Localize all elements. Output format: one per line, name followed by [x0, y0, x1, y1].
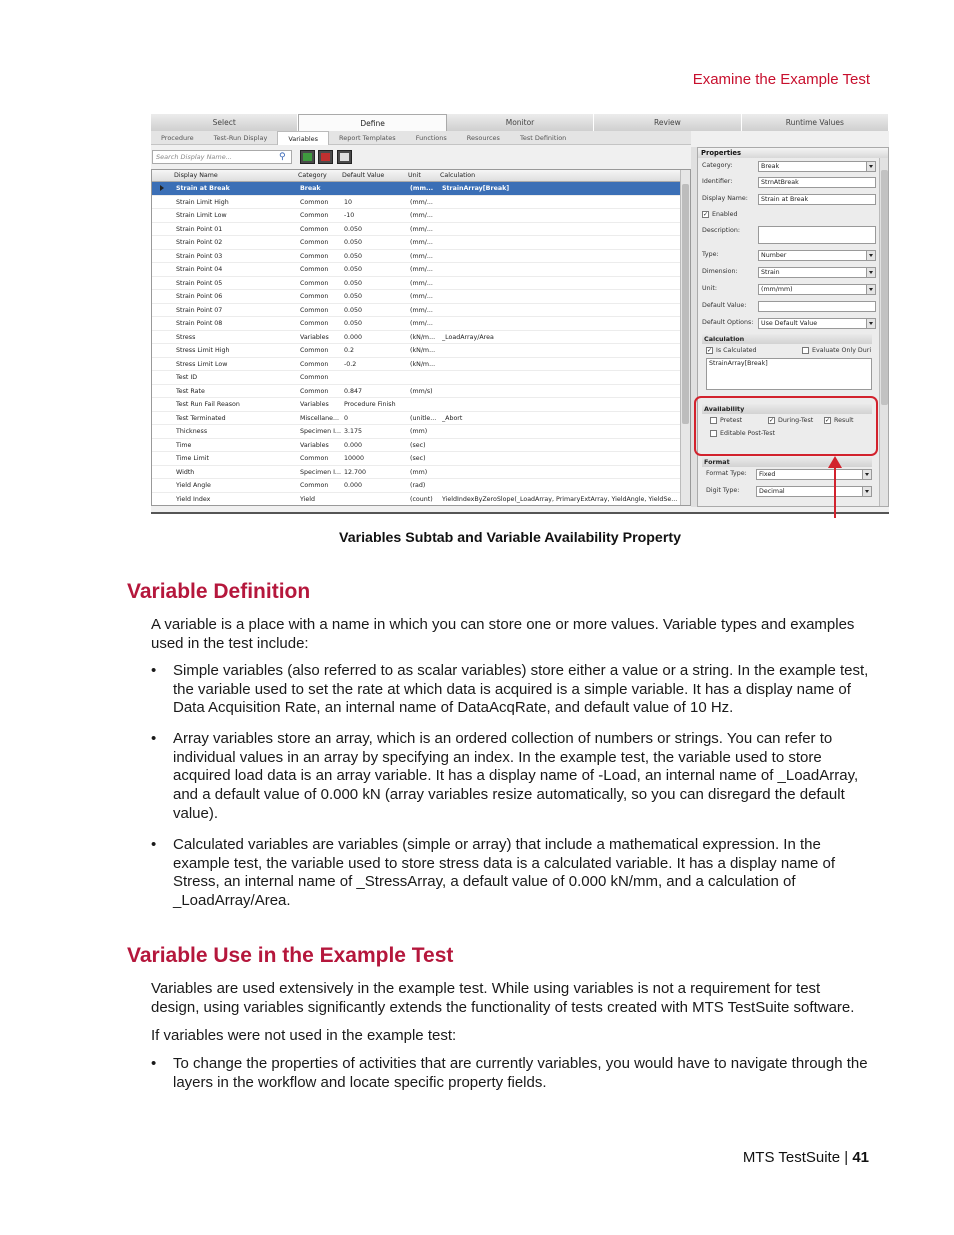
- sub-tab-procedure[interactable]: Procedure: [161, 134, 194, 142]
- add-icon: [303, 153, 312, 161]
- type-label: Type:: [702, 251, 719, 258]
- table-cell: (mm/...: [410, 252, 433, 260]
- heading-variable-use: Variable Use in the Example Test: [127, 944, 454, 967]
- list-item: [151, 1055, 872, 1092]
- table-cell: (mm/...: [410, 320, 433, 327]
- properties-scroll-thumb[interactable]: [881, 170, 888, 405]
- table-row[interactable]: [152, 479, 680, 493]
- chevron-down-icon: [866, 285, 875, 294]
- grid-header: [152, 170, 680, 182]
- table-cell: 0.050: [344, 239, 363, 246]
- dimension-select[interactable]: [758, 267, 876, 278]
- table-cell: Yield: [300, 495, 315, 503]
- sub-tab-bar: [151, 131, 691, 145]
- table-row[interactable]: [152, 493, 680, 507]
- table-row[interactable]: [152, 385, 680, 399]
- result-label: Result: [834, 417, 854, 424]
- evaluate-only-label: Evaluate Only Duri: [812, 347, 872, 354]
- table-row[interactable]: [152, 236, 680, 250]
- table-cell: [442, 209, 678, 222]
- section2-para1: Variables are used extensively in the example test. While using variables is not a requirement for test design, using variables significantly extends the functionality of tests created with MTS TestSuite software.: [151, 980, 855, 1016]
- main-tab-select[interactable]: Select: [151, 114, 298, 131]
- table-cell: Stress Limit High: [176, 347, 230, 354]
- table-row[interactable]: [152, 196, 680, 210]
- table-cell: Break: [300, 185, 321, 192]
- description-field[interactable]: [758, 226, 876, 244]
- table-cell: [442, 277, 678, 290]
- dropdown-icon: [340, 153, 349, 161]
- table-cell: (kN/m...: [410, 347, 436, 354]
- evaluate-only-checkbox[interactable]: [802, 347, 809, 354]
- table-cell: Common: [300, 279, 329, 287]
- chevron-down-icon: [866, 268, 875, 277]
- table-cell: (mm...: [410, 185, 434, 192]
- sub-tab-test-definition[interactable]: Test Definition: [519, 134, 567, 142]
- chevron-down-icon: [862, 470, 871, 479]
- chevron-down-icon: [866, 162, 875, 171]
- main-tab-runtime-values[interactable]: Runtime Values: [742, 114, 889, 131]
- table-row[interactable]: [152, 223, 680, 237]
- list-item-text: Simple variables (also referred to as scalar variables) store either a value or a string. In the example test, the variable used to set the rate at which data is acquired is a simple variable. It has a display name of Data Acquisition Rate, an internal name of DataAcqRate, and default value of 10 Hz.: [173, 662, 869, 717]
- table-cell: Test Run Fail Reason: [176, 401, 240, 408]
- digit-type-value: Decimal: [759, 488, 785, 495]
- table-cell: 0.847: [344, 387, 363, 395]
- table-cell: Time Limit: [176, 455, 210, 462]
- availability-highlight: [694, 396, 878, 456]
- table-cell: YieldIndexByZeroSlope(_LoadArray, PrimaryExtArray, YieldAngle, YieldSe...: [442, 495, 678, 503]
- table-cell: Common: [300, 293, 329, 300]
- footer-product: MTS TestSuite: [742, 1149, 841, 1166]
- table-cell: Test ID: [176, 374, 198, 381]
- table-cell: Common: [300, 320, 329, 327]
- table-cell: [410, 371, 440, 384]
- column-header-calculation[interactable]: Calculation: [440, 172, 476, 179]
- pretest-label: Pretest: [720, 417, 743, 424]
- properties-scrollbar[interactable]: [879, 158, 889, 506]
- table-cell: Strain Point 06: [176, 293, 223, 300]
- table-cell: Yield Index: [176, 495, 211, 503]
- variables-toolbar: [151, 147, 691, 167]
- table-cell: Procedure Finish: [344, 401, 396, 408]
- table-cell: [410, 398, 440, 411]
- sub-tab-functions[interactable]: Functions: [415, 134, 447, 142]
- table-cell: (mm/...: [410, 239, 433, 246]
- table-cell: Stress: [176, 333, 196, 341]
- add-variable-button[interactable]: [300, 150, 315, 164]
- table-cell: Common: [300, 306, 329, 314]
- table-row[interactable]: [152, 358, 680, 372]
- figure-caption: Variables Subtab and Variable Availability Property: [339, 530, 681, 546]
- table-cell: Common: [300, 225, 329, 233]
- table-row[interactable]: [152, 290, 680, 304]
- table-cell: [442, 317, 678, 330]
- main-tab-monitor[interactable]: Monitor: [447, 114, 594, 131]
- table-cell: Width: [176, 468, 195, 476]
- table-cell: _Abort: [442, 414, 463, 422]
- table-row[interactable]: [152, 439, 680, 453]
- sub-tab-variables[interactable]: Variables: [277, 131, 329, 145]
- table-cell: _LoadArray/Area: [442, 333, 494, 341]
- format-type-select[interactable]: [756, 469, 872, 480]
- table-cell: [344, 371, 408, 384]
- editable-post-test-label: Editable Post-Test: [720, 430, 775, 437]
- table-cell: [442, 223, 678, 236]
- list-item: [151, 836, 872, 911]
- table-cell: Strain at Break: [176, 185, 230, 192]
- category-value: Break: [761, 163, 780, 170]
- category-select[interactable]: [758, 161, 876, 172]
- table-cell: 0.050: [344, 279, 363, 287]
- bullet-icon: •: [151, 730, 157, 747]
- table-row[interactable]: [152, 398, 680, 412]
- column-header-category[interactable]: Category: [298, 172, 327, 179]
- table-row[interactable]: [152, 371, 680, 385]
- table-cell: Strain Point 07: [176, 306, 223, 314]
- bullet-icon: •: [151, 662, 157, 679]
- table-cell: Strain Limit High: [176, 198, 229, 206]
- display-name-label: Display Name:: [702, 195, 748, 202]
- list-item-text: Calculated variables are variables (simple or array) that include a mathematical expression. In the example test, the variable used to store stress data is a calculated variable. It has a display name of Stress, an internal name of _StressArray, a default value of 0.000 kN/mm, and a calculation of _LoadArray/Area.: [173, 836, 836, 910]
- main-tab-define[interactable]: Define: [298, 114, 446, 131]
- list-item-text: To change the properties of activities that are currently variables, you would have to navigate through the layers in the workflow and locate specific property fields.: [173, 1055, 868, 1091]
- more-options-button[interactable]: [337, 150, 352, 164]
- calculation-field[interactable]: StrainArray[Break]: [706, 358, 872, 390]
- section1-intro: A variable is a place with a name in which you can store one or more values. Variable types and examples used in the test include:: [151, 616, 855, 652]
- table-cell: StrainArray[Break]: [442, 185, 510, 192]
- during-test-label: During-Test: [778, 417, 814, 424]
- table-cell: Test Terminated: [176, 414, 226, 422]
- column-header-display-name[interactable]: Display Name: [174, 172, 218, 179]
- table-cell: [442, 358, 678, 371]
- table-cell: -10: [344, 212, 355, 219]
- table-cell: (mm): [410, 468, 428, 476]
- during-test-checkbox[interactable]: ✓: [769, 417, 775, 424]
- callout-line: [834, 466, 836, 518]
- format-type-label: Format Type:: [706, 470, 747, 477]
- table-cell: (sec): [410, 441, 426, 449]
- table-cell: Strain Point 08: [176, 320, 223, 327]
- table-cell: Common: [300, 198, 329, 206]
- table-cell: Variables: [300, 333, 329, 341]
- page-number: 41: [852, 1149, 869, 1166]
- enabled-label: Enabled: [712, 211, 738, 218]
- table-cell: [442, 236, 678, 249]
- grid-scrollbar[interactable]: [680, 170, 690, 506]
- calculation-section[interactable]: Calculation: [702, 334, 872, 344]
- table-cell: (mm/...: [410, 279, 433, 287]
- unit-value: (mm/mm): [761, 286, 793, 293]
- display-name-field[interactable]: Strain at Break: [758, 194, 876, 205]
- table-cell: [344, 182, 408, 195]
- table-cell: [442, 466, 678, 479]
- type-select[interactable]: [758, 250, 876, 261]
- table-cell: [442, 479, 678, 492]
- heading-variable-definition: Variable Definition: [127, 580, 311, 603]
- search-input[interactable]: Search Display Name...: [152, 150, 292, 164]
- table-cell: Miscellane...: [300, 414, 340, 422]
- category-label: Category:: [702, 162, 733, 169]
- default-value-field[interactable]: [758, 301, 876, 312]
- table-cell: Strain Point 05: [176, 279, 223, 287]
- main-tab-bar: [151, 114, 889, 131]
- default-options-select[interactable]: [758, 318, 876, 329]
- table-cell: (mm/...: [410, 293, 433, 300]
- table-cell: 0.2: [344, 347, 355, 354]
- table-cell: [442, 371, 678, 384]
- table-row[interactable]: [152, 466, 680, 480]
- table-cell: 0: [344, 414, 349, 422]
- table-cell: (mm): [410, 428, 428, 435]
- grid-rows: [152, 182, 680, 506]
- table-cell: (kN/m...: [410, 333, 436, 341]
- type-value: Number: [761, 252, 787, 259]
- table-cell: Common: [300, 482, 329, 489]
- running-head: Examine the Example Test: [692, 71, 870, 88]
- table-cell: (rad): [410, 482, 426, 489]
- table-cell: (mm/...: [410, 198, 433, 206]
- table-row[interactable]: [152, 209, 680, 223]
- table-cell: 0.050: [344, 293, 363, 300]
- table-cell: Specimen I...: [300, 428, 341, 435]
- list-item: [151, 662, 872, 718]
- footer-separator: |: [840, 1149, 853, 1166]
- bullet-icon: •: [151, 836, 157, 853]
- delete-variable-button[interactable]: [318, 150, 333, 164]
- table-cell: Strain Point 03: [176, 252, 223, 260]
- is-calculated-checkbox[interactable]: ✓: [707, 347, 713, 354]
- table-cell: [442, 304, 678, 317]
- is-calculated-label: Is Calculated: [716, 347, 757, 354]
- table-cell: Common: [300, 387, 329, 395]
- column-header-default-value[interactable]: Default Value: [342, 172, 385, 179]
- table-row[interactable]: [152, 250, 680, 264]
- default-options-value: Use Default Value: [761, 320, 818, 327]
- main-tab-review[interactable]: Review: [594, 114, 741, 131]
- table-cell: Time: [176, 441, 192, 449]
- table-cell: Common: [300, 347, 329, 354]
- table-row[interactable]: [152, 277, 680, 291]
- table-cell: Thickness: [176, 428, 208, 435]
- grid-scroll-thumb[interactable]: [682, 184, 689, 424]
- delete-icon: [321, 153, 330, 161]
- table-cell: Yield Angle: [176, 482, 211, 489]
- table-row[interactable]: [152, 452, 680, 466]
- table-cell: -0.2: [344, 360, 357, 368]
- table-cell: [344, 493, 408, 506]
- sub-tab-report-templates[interactable]: Report Templates: [339, 134, 396, 142]
- table-cell: 12.700: [344, 468, 367, 476]
- availability-section[interactable]: Availability: [702, 404, 872, 414]
- table-cell: (kN/m...: [410, 360, 436, 368]
- table-row[interactable]: [152, 344, 680, 358]
- list-item: [151, 730, 872, 824]
- page-footer: [600, 1149, 869, 1166]
- default-value-label: Default Value:: [702, 302, 747, 309]
- dimension-value: Strain: [761, 269, 780, 276]
- chevron-down-icon: [866, 319, 875, 328]
- table-cell: Strain Point 01: [176, 225, 223, 233]
- result-checkbox[interactable]: ✓: [825, 417, 831, 424]
- table-row[interactable]: [152, 331, 680, 345]
- table-cell: 0.000: [344, 441, 363, 449]
- search-icon[interactable]: ⚲: [279, 152, 286, 162]
- table-cell: (count): [410, 495, 433, 503]
- table-cell: 0.050: [344, 252, 363, 260]
- table-cell: [442, 385, 678, 398]
- table-cell: (sec): [410, 455, 426, 462]
- table-row[interactable]: [152, 412, 680, 426]
- table-cell: (mm/...: [410, 266, 433, 273]
- enabled-checkbox[interactable]: ✓: [703, 211, 709, 218]
- table-cell: [442, 250, 678, 263]
- table-cell: [442, 196, 678, 209]
- table-cell: Common: [300, 266, 329, 273]
- table-cell: Variables: [300, 441, 329, 449]
- table-row[interactable]: [152, 304, 680, 318]
- bullet-icon: •: [151, 1055, 157, 1072]
- sub-tab-test-run-display[interactable]: Test-Run Display: [213, 134, 268, 142]
- table-row[interactable]: [152, 263, 680, 277]
- unit-label: Unit:: [702, 285, 717, 292]
- table-cell: Common: [300, 212, 329, 219]
- table-cell: Common: [300, 239, 329, 246]
- section2-para2: If variables were not used in the example test:: [151, 1027, 457, 1044]
- dimension-label: Dimension:: [702, 268, 738, 275]
- table-cell: 10000: [344, 455, 365, 462]
- sub-tab-resources[interactable]: Resources: [466, 134, 500, 142]
- table-cell: [442, 263, 678, 276]
- variables-grid: [151, 169, 691, 506]
- screenshot-bottom-rule: [151, 512, 889, 514]
- digit-type-select[interactable]: [756, 486, 872, 497]
- table-cell: [442, 290, 678, 303]
- properties-title: Properties: [698, 148, 888, 158]
- format-type-value: Fixed: [759, 471, 776, 478]
- table-cell: [442, 425, 678, 438]
- table-cell: Stress Limit Low: [176, 360, 228, 368]
- table-cell: [442, 452, 678, 465]
- table-cell: Common: [300, 360, 329, 368]
- table-cell: (unitle...: [410, 414, 437, 422]
- table-cell: 0.050: [344, 225, 363, 233]
- table-row[interactable]: [152, 182, 680, 196]
- table-cell: Common: [300, 252, 329, 260]
- table-cell: Variables: [300, 401, 329, 408]
- table-cell: Strain Point 04: [176, 266, 223, 273]
- description-label: Description:: [702, 227, 740, 234]
- row-marker-icon: [160, 185, 164, 191]
- table-row[interactable]: [152, 425, 680, 439]
- table-cell: [442, 398, 678, 411]
- table-cell: Common: [300, 374, 329, 381]
- default-options-label: Default Options:: [702, 319, 754, 326]
- chevron-down-icon: [866, 251, 875, 260]
- table-cell: (mm/...: [410, 212, 433, 219]
- table-cell: Specimen I...: [300, 468, 341, 476]
- table-cell: Strain Point 02: [176, 239, 223, 246]
- identifier-label: Identifier:: [702, 178, 733, 185]
- chevron-down-icon: [862, 487, 871, 496]
- table-cell: 0.000: [344, 482, 363, 489]
- table-cell: 0.050: [344, 306, 363, 314]
- table-cell: (mm/s): [410, 387, 433, 395]
- table-cell: 0.050: [344, 320, 363, 327]
- table-row[interactable]: [152, 317, 680, 331]
- unit-select[interactable]: [758, 284, 876, 295]
- column-header-unit[interactable]: Unit: [408, 172, 421, 179]
- format-section[interactable]: Format: [702, 457, 872, 467]
- table-cell: Strain Limit Low: [176, 212, 227, 219]
- table-cell: 0.050: [344, 266, 363, 273]
- list-item-text: Array variables store an array, which is an ordered collection of numbers or strings. You can refer to individual values in an array by specifying an index. In the example test, the variable used to store acquired load data is an array variable. It has a display name of -Load, an internal name of _LoadArray, and a default value of 0.000 kN (array variables resize automatically, so you can disregard the default value).: [173, 730, 859, 822]
- identifier-field[interactable]: StrnAtBreak: [758, 177, 876, 188]
- table-cell: 0.000: [344, 333, 363, 341]
- table-cell: 10: [344, 198, 353, 206]
- table-cell: (mm/...: [410, 306, 433, 314]
- table-cell: [442, 439, 678, 452]
- table-cell: [442, 344, 678, 357]
- table-cell: Common: [300, 455, 329, 462]
- table-cell: 3.175: [344, 428, 363, 435]
- digit-type-label: Digit Type:: [706, 487, 740, 494]
- table-cell: (mm/...: [410, 225, 433, 233]
- table-cell: Test Rate: [176, 387, 205, 395]
